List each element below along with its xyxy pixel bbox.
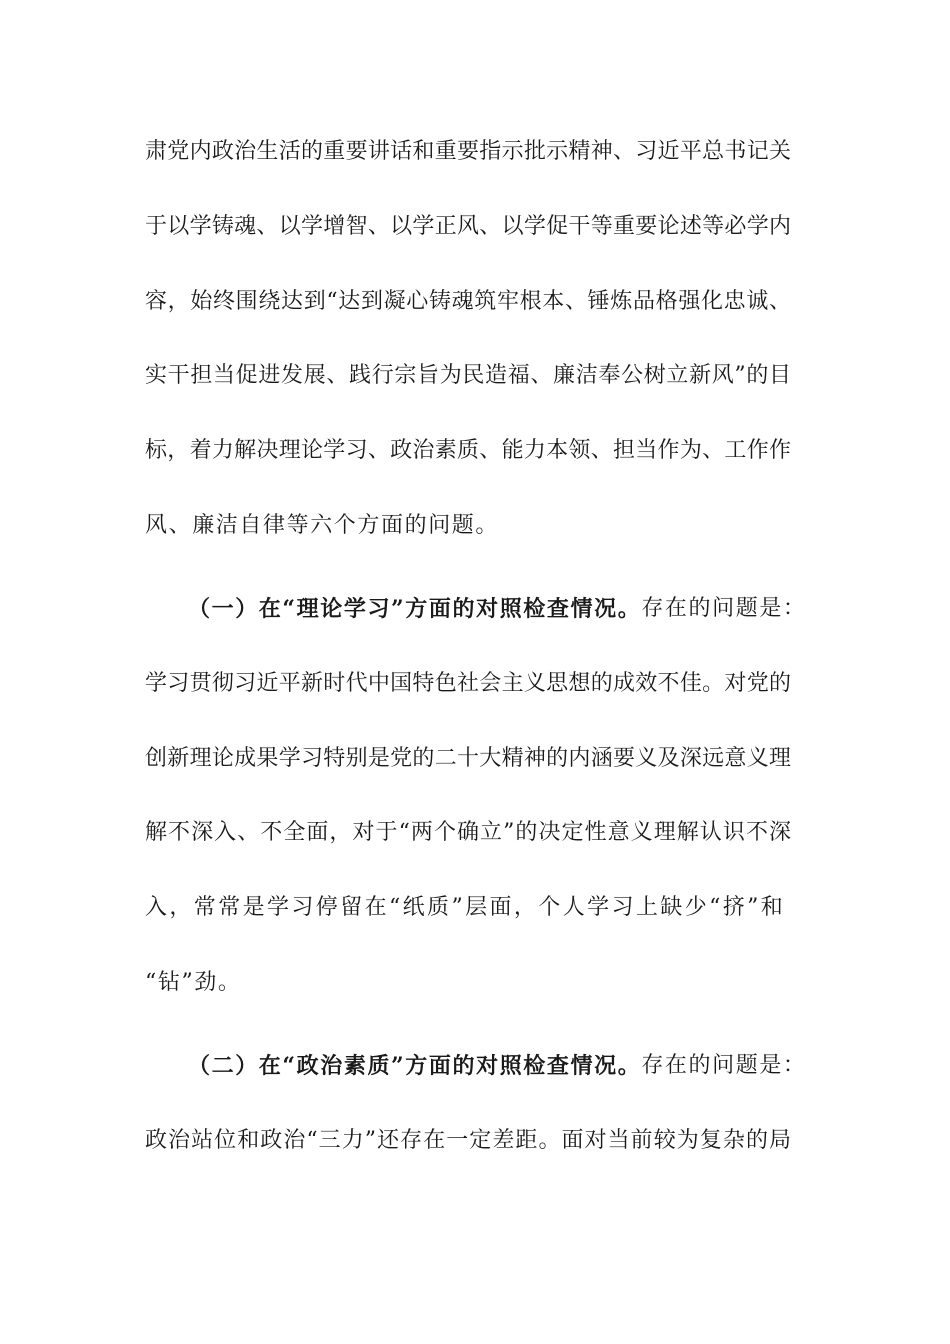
paragraph-line: “钻”劲。 [145,970,242,995]
paragraph-line: 入，常常是学习停留在“纸质”层面，个人学习上缺少“挤”和 [145,895,786,920]
paragraph-line: 于以学铸魂、以学增智、以学正风、以学促干等重要论述等必学内 [145,214,791,239]
paragraph-line: 肃党内政治生活的重要讲话和重要指示批示精神、习近平总书记关 [145,139,791,164]
paragraph-line: 标，着力解决理论学习、政治素质、能力本领、担当作为、工作作 [145,438,791,463]
paragraph-line: 学习贯彻习近平新时代中国特色社会主义思想的成效不佳。对党的 [145,671,791,696]
section-heading: （二）在“政治素质”方面的对照检查情况。 [188,1053,642,1079]
paragraph-line: 政治站位和政治“三力”还存在一定差距。面对当前较为复杂的局 [145,1128,791,1153]
paragraph-line: 解不深入、不全面，对于“两个确立”的决定性意义理解认识不深 [145,820,791,845]
paragraph-line: 创新理论成果学习特别是党的二十大精神的内涵要义及深远意义理 [145,746,791,771]
section-lead: 存在的问题是： [641,1053,807,1078]
paragraph-line: 风、廉洁自律等六个方面的问题。 [145,513,500,538]
section-heading-line [188,1051,807,1081]
paragraph-line: 实干担当促进发展、践行宗旨为民造福、廉洁奉公树立新风”的目 [145,363,791,388]
section-heading: （一）在“理论学习”方面的对照检查情况。 [188,596,642,622]
section-heading-line [188,594,807,624]
paragraph-line: 容，始终围绕达到“达到凝心铸魂筑牢根本、锤炼品格强化忠诚、 [145,289,791,314]
section-lead: 存在的问题是： [641,596,807,621]
